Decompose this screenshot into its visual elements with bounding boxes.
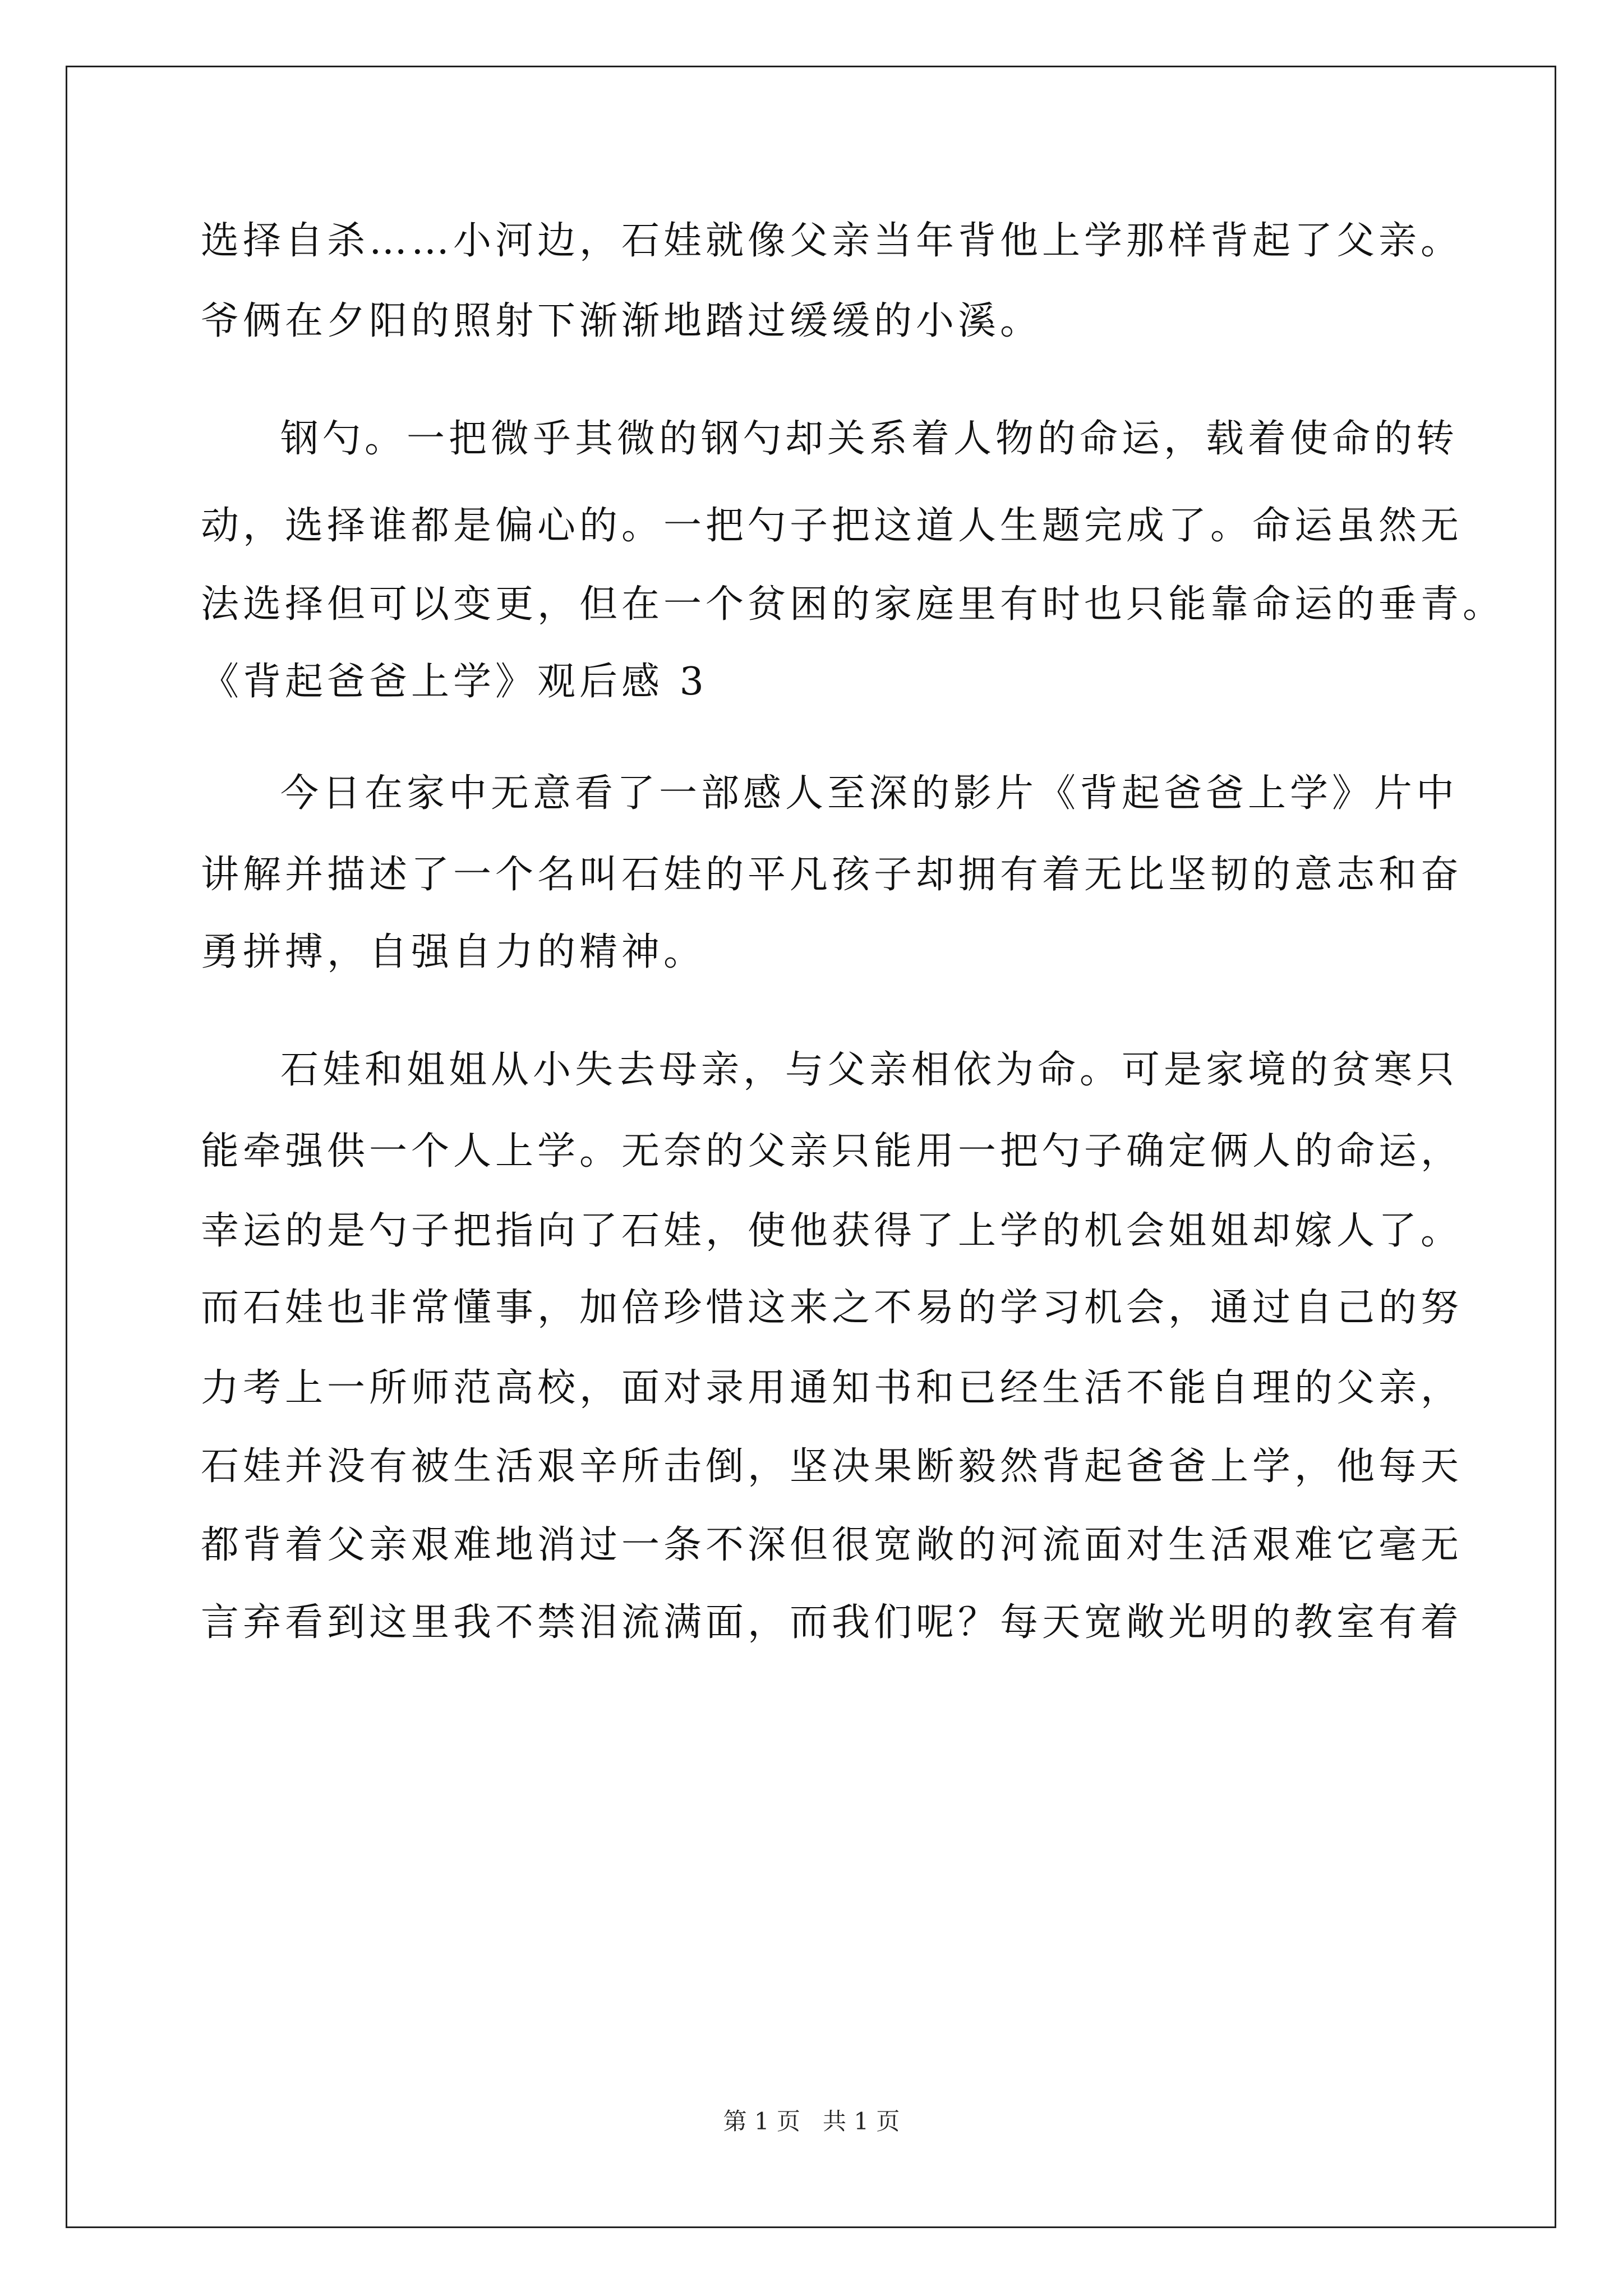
text-line: 动，选择谁都是偏心的。一把勺子把这道人生题完成了。命运虽然无 <box>201 504 1463 548</box>
text-line: 讲解并描述了一个名叫石娃的平凡孩子却拥有着无比坚韧的意志和奋 <box>201 853 1463 897</box>
text-line: 爷俩在夕阳的照射下渐渐地踏过缓缓的小溪。 <box>201 299 1043 343</box>
text-line: 选择自杀……小河边，石娃就像父亲当年背他上学那样背起了父亲。 <box>201 219 1463 263</box>
text-line: 幸运的是勺子把指向了石娃，使他获得了上学的机会姐姐却嫁人了。 <box>201 1209 1463 1253</box>
text-line: 法选择但可以变更，但在一个贫困的家庭里有时也只能靠命运的垂青。 <box>201 582 1505 627</box>
page-number: 第 1 页 <box>723 2108 800 2135</box>
paragraph-start-line: 今日在家中无意看了一部感人至深的影片《背起爸爸上学》片中 <box>280 771 1459 816</box>
text-line: 力考上一所师范高校，面对录用通知书和已经生活不能自理的父亲， <box>201 1366 1463 1410</box>
text-line: 言弃看到这里我不禁泪流满面，而我们呢？每天宽敞光明的教室有着 <box>201 1600 1463 1645</box>
page-total: 共 1 页 <box>823 2108 900 2135</box>
text-line: 而石娃也非常懂事，加倍珍惜这来之不易的学习机会，通过自己的努 <box>201 1286 1463 1330</box>
section-heading: 《背起爸爸上学》观后感 3 <box>201 660 708 704</box>
text-line: 石娃并没有被生活艰辛所击倒，坚决果断毅然背起爸爸上学，他每天 <box>201 1444 1463 1489</box>
text-line: 都背着父亲艰难地消过一条不深但很宽敞的河流面对生活艰难它毫无 <box>201 1523 1463 1567</box>
text-line: 能牵强供一个人上学。无奈的父亲只能用一把勺子确定俩人的命运， <box>201 1129 1463 1174</box>
paragraph-start-line: 钢勺。一把微乎其微的钢勺却关系着人物的命运，载着使命的转 <box>280 417 1459 461</box>
text-line: 勇拼搏，自强自力的精神。 <box>201 930 706 974</box>
paragraph-start-line: 石娃和姐姐从小失去母亲，与父亲相依为命。可是家境的贫寒只 <box>280 1048 1459 1092</box>
page-footer <box>0 2105 1623 2138</box>
